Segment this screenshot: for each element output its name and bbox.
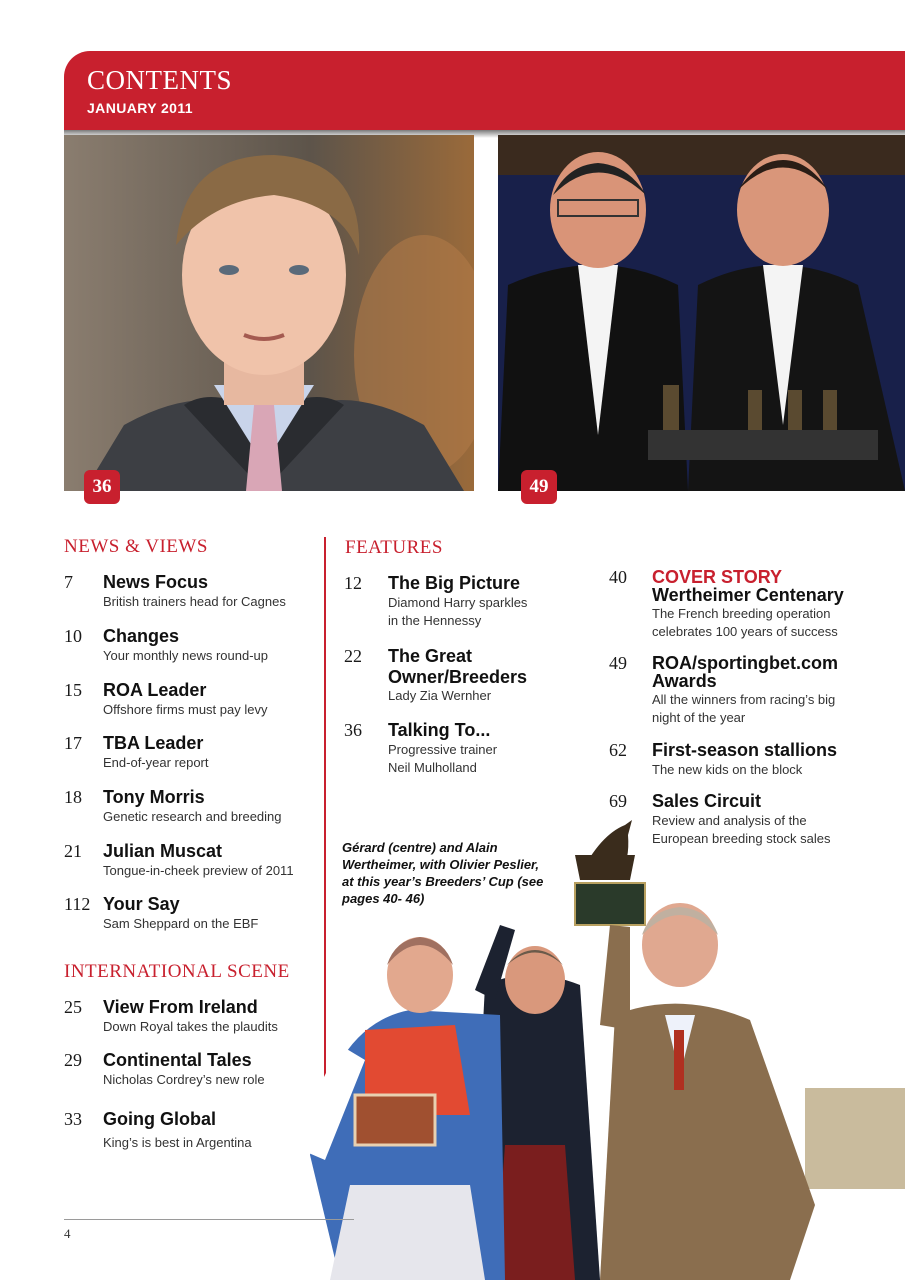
news-views-heading: NEWS & VIEWS [64,536,208,557]
entry-description: Neil Mulholland [388,760,477,775]
entry-page-number: 10 [64,626,82,646]
entry-title: News Focus [103,572,209,592]
entry-page-number: 17 [64,733,82,753]
entry-title: The Great [388,646,473,666]
entry-description: Nicholas Cordrey’s new role [103,1072,265,1087]
entry-page-number: 12 [344,573,362,593]
photo-caption: Gérard (centre) and Alain Wertheimer, with Olivier Peslier, at this year’s Breeders’ Cup (see pages 40- 46) [342,840,544,906]
page-badge-49: 49 [521,470,557,504]
entry-title: Julian Muscat [103,841,223,861]
awards-photo [498,135,905,491]
entry-description: All the winners from racing’s big [652,692,836,707]
page-title: CONTENTS [87,65,232,95]
entry-description: Genetic research and breeding [103,809,282,824]
entry-description: celebrates 100 years of success [652,624,838,639]
entry-title: Going Global [103,1109,216,1129]
entry-description: The new kids on the block [652,762,803,777]
issue-date: JANUARY 2011 [87,100,193,116]
entry-title: View From Ireland [103,997,258,1017]
entry-description: King’s is best in Argentina [103,1135,252,1150]
entry-description: Down Royal takes the plaudits [103,1019,278,1034]
entry-description: Sam Sheppard on the EBF [103,916,259,931]
entry-page-number: 40 [609,567,627,587]
entry-page-number: 49 [609,653,627,673]
entry-title: First-season stallions [652,740,838,760]
entry-title: TBA Leader [103,733,204,753]
entry-title: Wertheimer Centenary [652,585,844,605]
entry-title: ROA/sportingbet.com [652,653,839,673]
features-heading: FEATURES [345,537,443,558]
entry-page-number: 18 [64,787,82,807]
international-heading: INTERNATIONAL SCENE [64,961,290,982]
entry-description: End-of-year report [103,755,209,770]
entry-description: Review and analysis of the [652,813,807,828]
entry-description: Lady Zia Wernher [388,688,492,703]
entry-description: The French breeding operation [652,606,831,621]
entry-page-number: 69 [609,791,627,811]
trainer-portrait-photo [64,135,474,491]
entry-title: Tony Morris [103,787,205,807]
entry-description: in the Hennessy [388,613,482,628]
entry-title: Awards [652,671,717,691]
entry-description: Progressive trainer [388,742,498,757]
entry-description: night of the year [652,710,746,725]
entry-title: The Big Picture [388,573,521,593]
contents-header [64,51,905,130]
entry-title: Owner/Breeders [388,667,528,687]
entry-page-number: 21 [64,841,82,861]
entry-page-number: 33 [64,1109,82,1129]
entry-page-number: 15 [64,680,82,700]
entry-page-number: 7 [64,572,73,592]
entry-description: European breeding stock sales [652,831,831,846]
entry-title: Continental Tales [103,1050,252,1070]
footer-rule [64,1219,354,1220]
entry-description: British trainers head for Cagnes [103,594,286,609]
entry-description: Your monthly news round-up [103,648,269,663]
entry-page-number: 112 [64,894,91,914]
entry-page-number: 36 [344,720,362,740]
entry-page-number: 22 [344,646,362,666]
entry-title: ROA Leader [103,680,207,700]
entry-description: Tongue-in-cheek preview of 2011 [103,863,294,878]
entry-description: Diamond Harry sparkles [388,595,528,610]
entry-title: Talking To... [388,720,491,740]
page-badge-36: 36 [84,470,120,504]
entry-page-number: 62 [609,740,627,760]
celebration-cutout-photo [270,815,830,1280]
entry-description: Offshore firms must pay levy [103,702,268,717]
entry-title: Your Say [103,894,180,914]
entry-page-number: 29 [64,1050,82,1070]
page-number: 4 [64,1226,71,1241]
entry-title: Sales Circuit [652,791,762,811]
entry-page-number: 25 [64,997,82,1017]
entry-title: Changes [103,626,180,646]
cover-story-kicker: COVER STORY [652,567,783,587]
